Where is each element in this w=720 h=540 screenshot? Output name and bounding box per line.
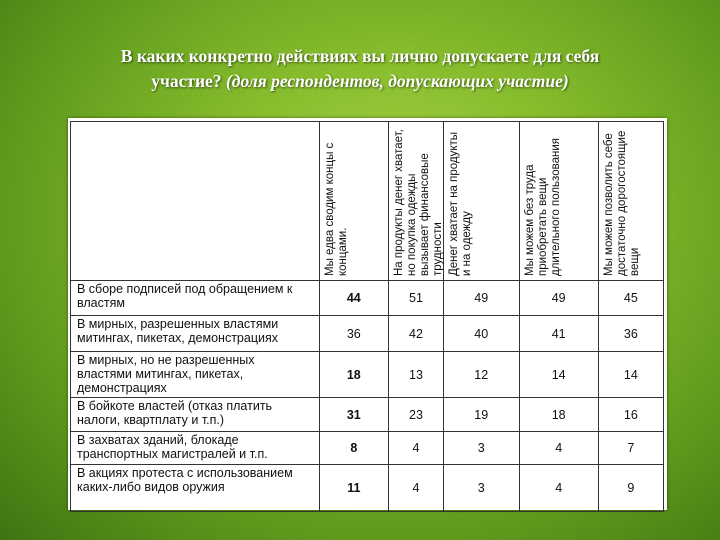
value-cell: 19 (443, 398, 519, 432)
value-cell: 4 (519, 465, 598, 512)
column-header-text: Мы можем позволить себе достаточно дорогостоящие вещи (602, 130, 641, 276)
value-cell: 18 (319, 352, 389, 398)
table-row (71, 465, 664, 512)
row-label: В мирных, но не разрешенных властями митингах, пикетах, демонстрациях (71, 352, 320, 398)
column-header-text: Мы едва сводим концы с концами. (323, 142, 349, 276)
value-cell: 40 (443, 316, 519, 352)
value-cell: 4 (389, 432, 444, 465)
title-question: участие? (151, 71, 222, 91)
table-row (71, 398, 664, 432)
value-cell: 11 (319, 465, 389, 512)
value-cell: 23 (389, 398, 444, 432)
row-label: В мирных, разрешенных властями митингах, пикетах, демонстрациях (71, 316, 320, 352)
table-row (71, 316, 664, 352)
row-label: В захватах зданий, блокаде транспортных магистралей и т.п. (71, 432, 320, 465)
value-cell: 7 (598, 432, 663, 465)
value-cell: 4 (389, 465, 444, 512)
header-row (71, 122, 664, 281)
value-cell: 3 (443, 432, 519, 465)
column-header (319, 122, 389, 281)
row-label: В акциях протеста с использованием каких-либо видов оружия (71, 465, 320, 512)
value-cell: 36 (319, 316, 389, 352)
value-cell: 4 (519, 432, 598, 465)
slide-title (40, 44, 680, 94)
row-label: В сборе подписей под обращением к властям (71, 281, 320, 316)
column-header (519, 122, 598, 281)
title-subtitle: (доля респондентов, допускающих участие) (225, 71, 569, 91)
survey-table (70, 121, 664, 512)
column-header (598, 122, 663, 281)
corner-cell (71, 122, 320, 281)
value-cell: 16 (598, 398, 663, 432)
value-cell: 45 (598, 281, 663, 316)
table-row (71, 432, 664, 465)
value-cell: 49 (519, 281, 598, 316)
value-cell: 44 (319, 281, 389, 316)
title-line-2 (40, 69, 680, 94)
value-cell: 36 (598, 316, 663, 352)
table-panel (68, 118, 667, 510)
column-header (443, 122, 519, 281)
value-cell: 51 (389, 281, 444, 316)
value-cell: 14 (519, 352, 598, 398)
value-cell: 18 (519, 398, 598, 432)
table-row (71, 281, 664, 316)
row-label: В бойкоте властей (отказ платить налоги, квартплату и т.п.) (71, 398, 320, 432)
table-row (71, 352, 664, 398)
value-cell: 14 (598, 352, 663, 398)
value-cell: 42 (389, 316, 444, 352)
value-cell: 9 (598, 465, 663, 512)
title-line-1: В каких конкретно действиях вы лично допускаете для себя (120, 46, 600, 66)
value-cell: 31 (319, 398, 389, 432)
value-cell: 41 (519, 316, 598, 352)
column-header-text: Мы можем без труда приобретать вещи длительного пользования (523, 138, 562, 276)
column-header-text: На продукты денег хватает, но покупка одежды вызывает финансовые трудности (393, 129, 445, 276)
value-cell: 12 (443, 352, 519, 398)
column-header (389, 122, 444, 281)
value-cell: 3 (443, 465, 519, 512)
value-cell: 49 (443, 281, 519, 316)
value-cell: 8 (319, 432, 389, 465)
column-header-text: Денег хватает на продукты и на одежду (447, 131, 473, 276)
value-cell: 13 (389, 352, 444, 398)
